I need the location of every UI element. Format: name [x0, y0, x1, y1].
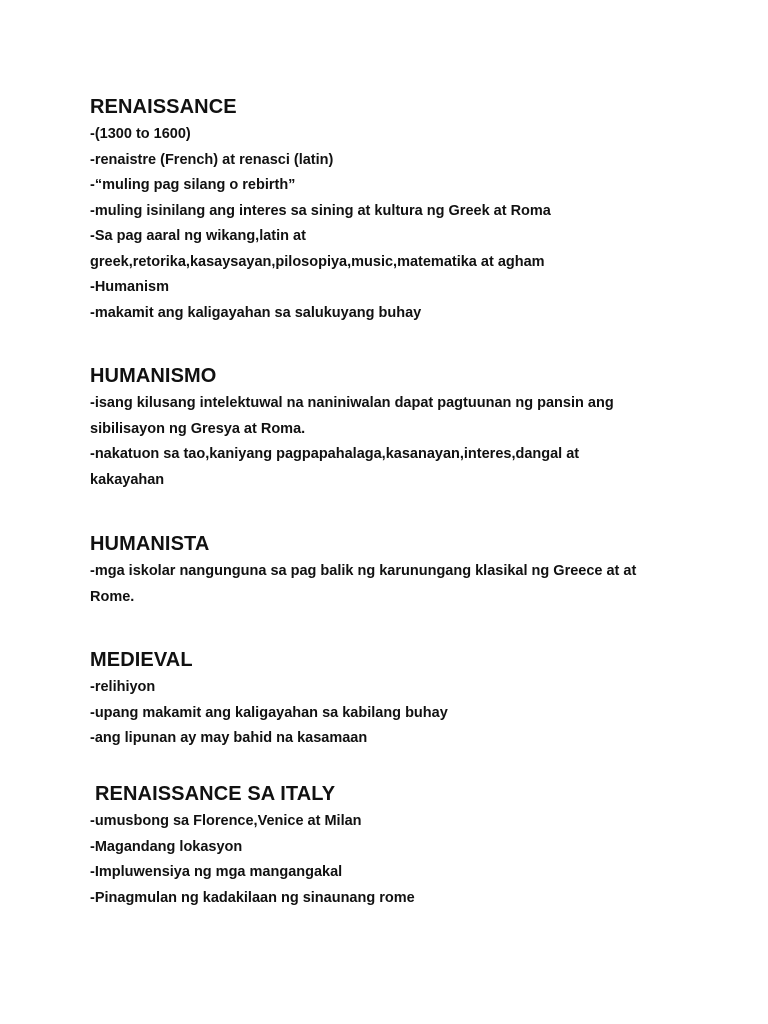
- text-line: -(1300 to 1600): [90, 126, 191, 142]
- section-heading: HUMANISMO: [90, 365, 217, 387]
- text-line: -Pinagmulan ng kadakilaan ng sinaunang rome: [90, 889, 415, 906]
- section-humanista: [90, 531, 730, 610]
- section-renaissance-sa-italy: [90, 781, 730, 911]
- section-medieval: [90, 647, 730, 752]
- section-heading: MEDIEVAL: [90, 649, 193, 671]
- text-line: -makamit ang kaligayahan sa salukuyang buhay: [90, 304, 422, 321]
- text-line: Rome.: [90, 588, 135, 605]
- text-line: -Humanism: [90, 279, 169, 295]
- section-heading: HUMANISTA: [90, 533, 210, 555]
- text-line: -nakatuon sa tao,kaniyang pagpapahalaga,kasanayan,interes,dangal at: [90, 446, 580, 462]
- text-line: sibilisayon ng Gresya at Roma.: [90, 420, 306, 437]
- text-line: -Sa pag aaral ng wikang,latin at: [90, 228, 306, 244]
- text-line: -“muling pag silang o rebirth”: [90, 177, 296, 193]
- section-humanismo: [90, 363, 730, 493]
- text-line: -muling isinilang ang interes sa sining at kultura ng Greek at Roma: [90, 202, 551, 219]
- text-line: -upang makamit ang kaligayahan sa kabilang buhay: [90, 704, 448, 721]
- text-line: -isang kilusang intelektuwal na naniniwalan dapat pagtuunan ng pansin ang: [90, 395, 614, 411]
- section-heading: RENAISSANCE: [90, 96, 237, 118]
- text-line: kakayahan: [90, 471, 165, 488]
- text-line: greek,retorika,kasaysayan,pilosopiya,music,matematika at agham: [90, 253, 545, 270]
- text-line: -mga iskolar nangunguna sa pag balik ng karunungang klasikal ng Greece at at: [90, 563, 637, 579]
- section-renaissance: [90, 94, 730, 326]
- text-line: -relihiyon: [90, 679, 156, 695]
- section-heading: RENAISSANCE SA ITALY: [95, 783, 336, 805]
- text-line: -ang lipunan ay may bahid na kasamaan: [90, 730, 368, 746]
- text-line: -Impluwensiya ng mga mangangakal: [90, 864, 343, 880]
- text-line: -umusbong sa Florence,Venice at Milan: [90, 813, 362, 829]
- text-line: -renaistre (French) at renasci (latin): [90, 151, 334, 168]
- text-line: -Magandang lokasyon: [90, 838, 243, 855]
